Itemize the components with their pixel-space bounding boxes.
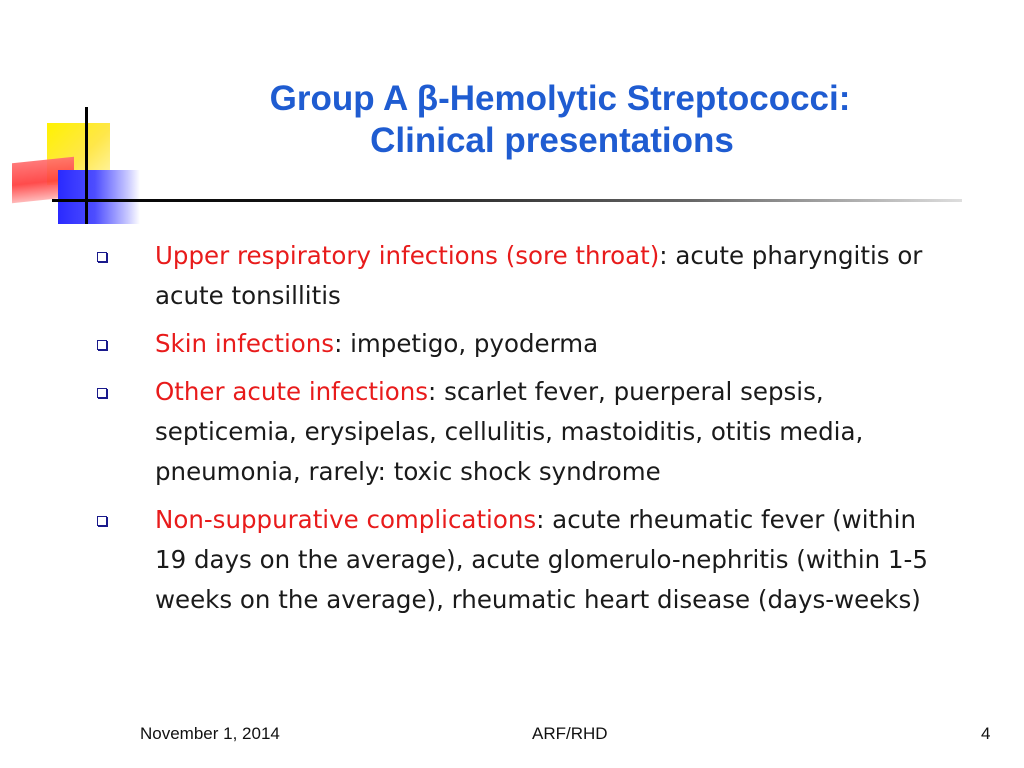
bullet-label: Skin infections — [155, 329, 335, 358]
hollow-square-bullet-icon — [97, 340, 107, 350]
logo-vertical-line — [85, 107, 88, 224]
bullet-text: : impetigo, pyoderma — [334, 329, 599, 358]
slide-title-line1: Group A β-Hemolytic Streptococci: — [269, 79, 851, 118]
bullet-item — [95, 324, 945, 364]
page-number: 4 — [981, 724, 991, 743]
bullet-text: : acute rheumatic fever (within 19 days on the average), acute glomerulo-nephritis (within 1-5 weeks on the average), rheumatic heart disease (days-weeks) — [155, 505, 928, 614]
hollow-square-bullet-icon — [97, 252, 107, 262]
bullet-label: Upper respiratory infections (sore throat) — [155, 241, 660, 270]
logo-blue-square — [58, 170, 140, 224]
bullet-list — [95, 236, 945, 628]
footer-date: November 1, 2014 — [140, 724, 280, 743]
bullet-label: Other acute infections — [155, 377, 429, 406]
slide-title-line2: Clinical presentations — [370, 121, 734, 160]
footer-title: ARF/RHD — [532, 724, 608, 743]
slide-title — [160, 78, 960, 162]
bullet-item — [95, 236, 945, 316]
bullet-text: : acute pharyngitis or acute tonsillitis — [155, 241, 923, 310]
bullet-item — [95, 372, 945, 492]
hollow-square-bullet-icon — [97, 388, 107, 398]
bullet-label: Non-suppurative complications — [155, 505, 537, 534]
hollow-square-bullet-icon — [97, 516, 107, 526]
title-divider — [52, 199, 962, 202]
bullet-text: : scarlet fever, puerperal sepsis, septicemia, erysipelas, cellulitis, mastoiditis, otitis media, pneumonia, rarely: toxic shock syndrome — [155, 377, 864, 486]
bullet-item — [95, 500, 945, 620]
